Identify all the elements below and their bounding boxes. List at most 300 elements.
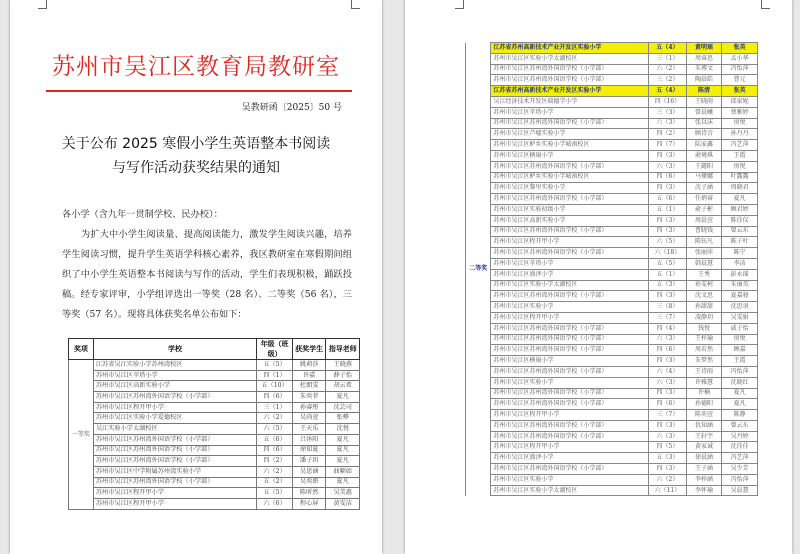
school-cell: 江苏省苏州高新技术产业开发区实验小学 [491,43,649,54]
teacher-cell: 夏凡 [326,456,360,467]
student-cell: 李梓涵 [686,474,722,485]
crop-mark [38,0,47,9]
table-row [466,377,758,388]
grade-cell: 四（6） [649,172,687,183]
table-row [466,172,758,183]
table-row [466,474,758,485]
student-cell: 吴思涵 [292,466,326,477]
teacher-cell: 吴美惠 [326,488,360,499]
grade-cell: 六（2） [257,413,293,424]
school-cell: 苏州市吴江区苏州湾外国语学校（小学部） [93,392,256,403]
school-cell: 苏州市吴江区实验小学 [491,377,649,388]
table-row [466,204,758,215]
student-cell: 陶晨皓 [686,75,722,86]
student-cell: 陈清 [686,86,722,97]
student-cell: 黄家诚 [686,442,722,453]
col-grade: 年级（班级） [257,339,293,360]
teacher-cell: 陈宁 [722,248,758,259]
table-row [466,194,758,205]
table-row [466,312,758,323]
student-cell: 王晓雨 [686,96,722,107]
school-cell: 苏州市吴江区苏州湾外国语学校（小学部） [491,161,649,172]
school-cell: 苏州市吴江区程开甲小学 [93,488,256,499]
table-row [466,107,758,118]
grade-cell: 六（2） [649,474,687,485]
student-cell: 吕沐阳 [292,434,326,445]
student-cell: 朱博文 [686,64,722,75]
school-cell: 苏州市吴江区苏州湾外国语学校（小学部） [491,431,649,442]
table-row [466,280,758,291]
table-row [69,477,360,488]
teacher-cell: 孙丹丹 [722,129,758,140]
school-cell: 吴江实验小学太湖校区 [93,424,256,435]
school-cell: 苏州市吴江区苏州湾外国语学校（小学部） [491,75,649,86]
teacher-cell: 张英 [722,43,758,54]
student-cell: 孙雯柯 [686,280,722,291]
student-cell: 孙甜甜 [686,302,722,313]
table-row [69,466,360,477]
school-cell: 苏州市吴江区盛泽小学 [491,453,649,464]
grade-cell: 四（6） [649,345,687,356]
school-cell: 苏州市吴江区苹塔小学 [93,370,256,381]
grade-cell: 六（3） [649,377,687,388]
table-row [466,53,758,64]
student-cell: 陈昕然 [292,488,326,499]
teacher-cell: 陈子叶 [722,237,758,248]
school-cell: 苏州市吴江区苏州湾外国语学校（小学部） [93,434,256,445]
teacher-cell: 张桦 [326,413,360,424]
table-row [69,381,360,392]
teacher-cell: 王霞 [722,150,758,161]
table-row [69,498,360,509]
school-cell: 苏州市吴江区中学附属苏州湾实验小学 [93,466,256,477]
student-cell: 朱梦然 [686,356,722,367]
teacher-cell: 夏凡 [326,445,360,456]
title-line-1: 关于公布 2025 寒假小学生英语整本书阅读 [61,136,331,152]
school-cell: 苏州市吴江区苏州湾外国语学校（小学部） [491,366,649,377]
student-cell: 徐晨涵 [686,453,722,464]
table-header-row [69,339,360,360]
student-cell: 张丽萍 [686,248,722,259]
table-row [466,302,758,313]
grade-cell: 四（3） [649,215,687,226]
grade-cell: 五（5） [649,258,687,269]
teacher-cell: 蔡雅婷 [722,107,758,118]
table-row [466,323,758,334]
teacher-cell: 曾云东 [722,226,758,237]
teacher-cell: 房悦 [722,161,758,172]
table-row [466,356,758,367]
school-cell: 苏州市吴江区程开甲小学 [491,237,649,248]
school-cell: 苏州市吴江区苏州湾外国语学校（小学部） [491,345,649,356]
teacher-cell: 房悦 [722,334,758,345]
student-cell: 沈文思 [686,291,722,302]
grade-cell: 五（10） [257,381,293,392]
grade-cell: 四（7） [649,140,687,151]
grade-cell: 四（3） [649,420,687,431]
teacher-cell: 夏凡 [326,477,360,488]
grade-cell: 五（2） [257,477,293,488]
school-cell: 苏州市吴江区苏州湾外国语学校（小学部） [491,464,649,475]
table-row [466,183,758,194]
grade-cell: 四（4） [649,323,687,334]
school-cell: 苏州市吴江区苏州湾外国语学校（小学部） [93,445,256,456]
teacher-cell: 王霞 [722,356,758,367]
teacher-cell: 顾君婷 [722,204,758,215]
teacher-cell: 冯艺萍 [722,453,758,464]
teacher-cell: 曹元 [722,75,758,86]
teacher-cell: 孟小华 [722,53,758,64]
teacher-cell: 夏嘉骏 [722,291,758,302]
student-cell: 顾诗音 [686,129,722,140]
award-table-second-prize [465,42,758,496]
notice-paragraph: 为扩大中小学生阅读量、提高阅读能力，激发学生阅读兴趣，培养学生阅读习惯，提升学生英语学科核心素养，我区教研室在寒假期间组织了中小学生英语整本书阅读与写作的活动，学生们表现积极，踊跃投稿。经专家评审，小学组评选出一等奖（28 名）、二等奖（56 名），三等奖（57 名）。现将具体获奖名单公布如下： [62,229,352,320]
teacher-cell: 吴少芳 [722,464,758,475]
grade-cell: 四（3） [649,150,687,161]
student-cell: 黄明瑶 [686,43,722,54]
teacher-cell: 顾嘉 [722,345,758,356]
teacher-cell: 胡云希 [326,381,360,392]
teacher-cell: 王晓燕 [326,360,360,371]
table-row [466,291,758,302]
school-cell: 苏州市吴江区实验小学爱德校区 [93,413,256,424]
grade-cell: 六（2） [257,466,293,477]
teacher-cell: 吴晨慧 [722,485,758,496]
table-row [69,402,360,413]
award-level: 二等奖 [466,43,491,496]
grade-cell: 六（11） [649,485,687,496]
student-cell: 王秀 [686,269,722,280]
school-cell: 苏州市吴江区程开甲小学 [491,312,649,323]
salutation: 各小学（含九年一贯制学校、民办校）： [62,209,223,220]
grade-cell: 六（5） [649,237,687,248]
grade-cell: 六（3） [649,118,687,129]
header-red-line [46,90,352,92]
school-cell: 苏州市吴江区苏州湾外国语学校（小学部） [491,323,649,334]
grade-cell: 四（1） [257,370,293,381]
table-row [466,453,758,464]
teacher-cell: 张英 [722,86,758,97]
school-cell: 苏州市吴江区实验小学太湖校区 [491,485,649,496]
teacher-cell: 房悦 [722,118,758,129]
grade-cell: 五（3） [649,453,687,464]
student-cell: 周若然 [686,345,722,356]
teacher-cell: 夏凡 [722,399,758,410]
title-line-2: 与写作活动获奖结果的通知 [112,160,280,176]
student-cell: 姚莉莎 [292,360,326,371]
table-row [69,392,360,403]
table-row [69,370,360,381]
grade-cell: 六（18） [649,248,687,259]
table-row [466,237,758,248]
teacher-cell: 薛子怡 [326,370,360,381]
student-cell: 俞子彬 [686,204,722,215]
grade-cell: 四（6） [257,445,293,456]
student-cell: 沈子涵 [686,183,722,194]
table-row [466,96,758,107]
grade-cell: 四（16） [649,96,687,107]
teacher-cell: 夏凡 [326,392,360,403]
school-cell: 苏州市吴江区实验小学太湖校区 [491,53,649,64]
teacher-cell: 吴丹婷 [722,431,758,442]
school-cell: 苏州市吴江区苏州湾外国语学校（小学部） [491,399,649,410]
school-cell: 苏州市吴江区高新实验小学 [491,215,649,226]
grade-cell: 六（3） [649,161,687,172]
school-cell: 苏州市吴江区苏州湾外国语学校（小学部） [491,64,649,75]
document-number: 吴教研函〔2025〕50 号 [241,103,342,113]
student-cell: 许楠 [686,388,722,399]
grade-cell: 四（5） [649,442,687,453]
school-cell: 苏州市吴江区苏州湾外国语学校（小学部） [491,226,649,237]
grade-cell: 三（1） [649,53,687,64]
grade-cell: 四（2） [257,456,293,467]
grade-cell: 五（6） [257,434,293,445]
student-cell: 吴尚萱 [292,413,326,424]
grade-cell: 四（6） [257,392,293,403]
teacher-cell: 沈芸司 [326,402,360,413]
grade-cell: 五（5） [257,360,293,371]
student-cell: 任炳睿 [686,194,722,205]
student-cell: 曾晨曦 [686,107,722,118]
student-cell: 杜朗雯 [292,381,326,392]
teacher-cell: 戚子怡 [722,323,758,334]
table-row [466,86,758,97]
school-cell: 江苏省苏州高新技术产业开发区实验小学 [491,86,649,97]
col-teacher: 指导老师 [326,339,360,360]
student-cell: 张以沫 [686,118,722,129]
school-cell: 苏州市吴江区横扇小学 [491,150,649,161]
teacher-cell: 彭永瑶 [722,269,758,280]
crop-mark [455,0,464,9]
grade-cell: 四（3） [649,291,687,302]
table-row [466,161,758,172]
grade-cell: 六（5） [257,424,293,435]
table-row [466,366,758,377]
document-page-1 [10,0,382,554]
grade-cell: 三（3） [649,107,687,118]
crop-mark [351,0,360,9]
notice-title [40,132,352,180]
student-cell: 孙德阳 [686,399,722,410]
student-cell: 孙睿彤 [292,402,326,413]
teacher-cell: 曲颖如 [326,466,360,477]
school-cell: 苏州市吴江区程开甲小学 [93,498,256,509]
student-cell: 王轩宇 [686,431,722,442]
table-row [466,388,758,399]
teacher-cell: 邱家妮 [722,96,758,107]
grade-cell: 三（7） [649,312,687,323]
school-cell: 吴江经济技术开发区瑞德学小学 [491,96,649,107]
student-cell: 俞境琪 [686,150,722,161]
grade-cell: 四（3） [649,183,687,194]
school-cell: 苏州市吴江区高新实验小学 [93,381,256,392]
grade-cell: 四（2） [649,129,687,140]
school-cell: 苏州市吴江区苏州湾外国语学校（小学部） [491,388,649,399]
student-cell: 仇知涵 [686,420,722,431]
col-student: 获奖学生 [292,339,326,360]
school-cell: 苏州市吴江区程开甲小学 [93,402,256,413]
grade-cell: 五（5） [257,488,293,499]
teacher-cell: 黄雯洁 [326,498,360,509]
table-row [466,410,758,421]
table-row [466,269,758,280]
grade-cell: 三（7） [649,410,687,421]
grade-cell: 六（4） [649,366,687,377]
student-cell: 王天乐 [292,424,326,435]
teacher-cell: 夏凡 [722,388,758,399]
table-row [466,464,758,475]
grade-cell: 五（1） [649,269,687,280]
teacher-cell: 朱丽英 [722,280,758,291]
table-row [466,43,758,54]
school-cell: 苏州市吴江区苏州湾外国语学校（小学部） [491,291,649,302]
student-cell: 周睿思 [686,53,722,64]
table-row [69,424,360,435]
student-cell: 许雅慧 [686,377,722,388]
table-row [69,413,360,424]
student-cell: 韩晨慧 [686,258,722,269]
student-cell: 潘子玥 [292,456,326,467]
teacher-cell: 冯艺萍 [722,140,758,151]
table-row [466,64,758,75]
student-cell: 徐知夏 [292,445,326,456]
student-cell: 王懿阳 [686,161,722,172]
student-cell: 马懂娜 [686,172,722,183]
school-cell: 江苏省吴江实验小学苏州湾校区 [93,360,256,371]
teacher-cell: 沈思羽 [722,302,758,313]
school-cell: 苏州市吴江区苏州湾外国语学校（小学部） [93,477,256,488]
student-cell: 陈奕萱 [686,410,722,421]
school-cell: 苏州市吴江区苹塔小学 [491,258,649,269]
student-cell: 周晨萱 [686,215,722,226]
table-row [69,360,360,371]
award-level: 一等奖 [69,360,94,510]
grade-cell: 五（4） [649,43,687,54]
teacher-cell: 陈静 [722,410,758,421]
office-header: 苏州市吴江区教育局教研室 [52,54,340,80]
student-cell: 李怀瑜 [686,485,722,496]
table-row [466,140,758,151]
table-row [69,445,360,456]
table-row [466,226,758,237]
grade-cell: 四（3） [649,356,687,367]
table-row [69,456,360,467]
school-cell: 苏州市吴江区盛泽小学 [491,269,649,280]
school-cell: 苏州市吴江区实验小学 [491,474,649,485]
school-cell: 苏州市吴江区苏州湾外国语学校（小学部） [491,420,649,431]
teacher-cell: 沈悦 [326,424,360,435]
grade-cell: 五（3） [649,280,687,291]
grade-cell: 六（6） [257,498,293,509]
grade-cell: 四（3） [649,464,687,475]
grade-cell: 六（3） [649,334,687,345]
notice-body [62,205,352,325]
table-row [466,431,758,442]
teacher-cell: 冯怡萍 [722,474,758,485]
table-row [69,434,360,445]
teacher-cell: 曾云东 [722,420,758,431]
table-row [466,248,758,259]
student-cell: 王梓瑜 [686,334,722,345]
grade-cell: 四（3） [649,388,687,399]
teacher-cell: 夏凡 [326,434,360,445]
student-cell: 王子涵 [686,464,722,475]
table-row [466,420,758,431]
school-cell: 苏州市吴江区苏州湾外国语学校（小学部） [491,334,649,345]
teacher-cell: 夏凡 [722,194,758,205]
grade-cell: 五（4） [649,86,687,97]
grade-cell: 五（6） [649,194,687,205]
teacher-cell: 陈佳仪 [722,215,758,226]
school-cell: 苏州市吴江区实验初级小学 [491,204,649,215]
teacher-cell: 沈佳佳 [722,442,758,453]
student-cell: 王诗雨 [686,366,722,377]
school-cell: 苏州市吴江区实验小学太湖校区 [491,280,649,291]
student-cell: 朱奕菲 [292,392,326,403]
school-cell: 苏州市吴江区鲈乡实验小学城南校区 [491,172,649,183]
school-cell: 苏州市吴江区苏州湾外国语学校（小学部） [93,456,256,467]
grade-cell: 三（8） [649,302,687,313]
table-row [466,150,758,161]
table-row [466,334,758,345]
grade-cell: 三（1） [257,402,293,413]
school-cell: 苏州市吴江区黎里实验小学 [491,183,649,194]
school-cell: 苏州市吴江区苏州湾外国语学校（小学部） [491,194,649,205]
table-row [466,442,758,453]
school-cell: 苏州市吴江区程开甲小学 [491,410,649,421]
grade-cell: 四（3） [649,226,687,237]
student-cell: 吴奕妍 [292,477,326,488]
teacher-cell: 吴雯娟 [722,312,758,323]
table-row [69,488,360,499]
school-cell: 苏州市吴江区横扇小学 [491,356,649,367]
teacher-cell: 冯怡萍 [722,64,758,75]
school-cell: 苏州市吴江区苹塔小学 [491,107,649,118]
student-cell: 凌静玥 [686,312,722,323]
grade-cell: 六（3） [649,431,687,442]
col-award: 奖项 [69,339,94,360]
table-row [466,215,758,226]
crop-mark [761,0,770,9]
col-school: 学校 [93,339,256,360]
teacher-cell: 李洁 [722,258,758,269]
teacher-cell: 冯怡萍 [722,366,758,377]
table-row [466,75,758,86]
table-row [466,129,758,140]
table-row [466,345,758,356]
table-row [466,485,758,496]
grade-cell: 六（2） [649,64,687,75]
document-page-2 [405,0,792,554]
student-cell: 曹晓钱 [686,226,722,237]
teacher-cell: 沈晓红 [722,377,758,388]
school-cell: 苏州市吴江区鲈乡实验小学城南校区 [491,140,649,151]
student-cell: 陈钰凡 [686,237,722,248]
school-cell: 苏州市吴江区苏州湾外国语学校（小学部） [491,248,649,259]
school-cell: 苏州市吴江区实验小学 [491,302,649,313]
school-cell: 苏州市吴江区苏州湾外国语学校（小学部） [491,118,649,129]
award-table-first-prize [68,338,360,510]
teacher-cell: 叶露露 [722,172,758,183]
school-cell: 苏州市吴江区程开甲小学 [491,442,649,453]
student-cell: 许嘉 [292,370,326,381]
table-row [466,399,758,410]
student-cell: 程心屏 [292,498,326,509]
teacher-cell: 周晓君 [722,183,758,194]
grade-cell: 五（1） [649,204,687,215]
school-cell: 苏州市吴江区芦墟实验小学 [491,129,649,140]
student-cell: 陆家鑫 [686,140,722,151]
